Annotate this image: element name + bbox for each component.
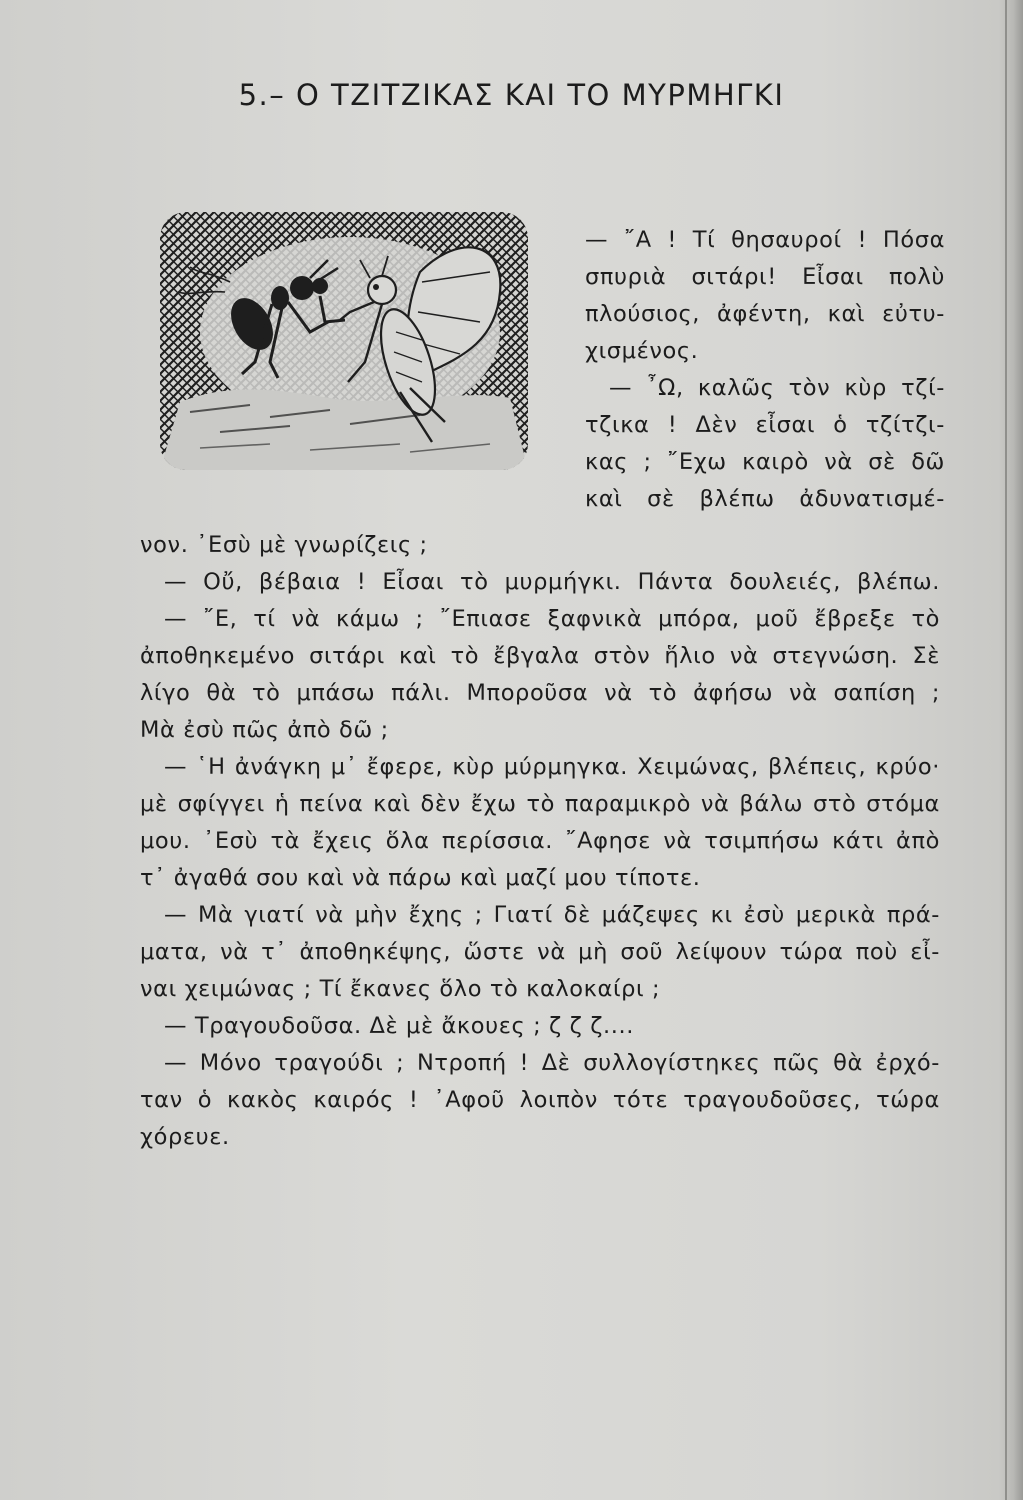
text-line: Μὰ ἐσὺ πῶς ἀπὸ δῶ ;: [140, 717, 389, 743]
text-line: νον. ᾿Εσὺ μὲ γνωρίζεις ;: [140, 532, 428, 558]
illustration: [160, 212, 528, 470]
text-line: ἀποθηκεμένο σιτάρι καὶ τὸ ἔβγαλα στὸν ἥλιο νὰ στεγνώση. Σὲ: [140, 643, 940, 669]
chapter-title: 5.– Ο ΤΖΙΤΖΙΚΑΣ ΚΑΙ ΤΟ ΜΥΡΜΗΓΚΙ: [238, 78, 785, 112]
text-line: τ᾿ ἀγαθά σου καὶ νὰ πάρω καὶ μαζί μου τίποτε.: [140, 865, 701, 891]
text-line: κας ; ῎Εχω καιρὸ νὰ σὲ δῶ: [585, 449, 945, 475]
right-column-text: [585, 222, 945, 518]
main-text: [140, 527, 940, 1156]
text-line: χόρευε.: [140, 1124, 230, 1150]
text-line: τζικα ! Δὲν εἶσαι ὁ τζίτζι-: [585, 412, 945, 438]
text-line: ταν ὁ κακὸς καιρός ! ᾿Αφοῦ λοιπὸν τότε τραγουδοῦσες, τώρα: [140, 1087, 940, 1113]
book-spine-shadow: [999, 0, 1023, 1500]
text-line: — Τραγουδοῦσα. Δὲ μὲ ἄκουες ; ζ ζ ζ....: [164, 1013, 635, 1039]
text-line: — ῏Ω, καλῶς τὸν κὺρ τζί-: [609, 375, 945, 401]
text-line: ματα, νὰ τ᾿ ἀποθηκέψης, ὥστε νὰ μὴ σοῦ λείψουν τώρα ποὺ εἶ-: [140, 939, 940, 965]
text-line: μὲ σφίγγει ἡ πείνα καὶ δὲν ἔχω τὸ παραμικρὸ νὰ βάλω στὸ στόμα: [140, 791, 940, 817]
ant-and-cicada-illustration: [160, 212, 528, 470]
text-line: καὶ σὲ βλέπω ἀδυνατισμέ-: [585, 486, 945, 512]
text-line: — Μὰ γιατί νὰ μὴν ἔχης ; Γιατί δὲ μάζεψες κι ἐσὺ μερικὰ πρά-: [164, 902, 940, 928]
text-line: — ῎Α ! Τί θησαυροί ! Πόσα: [585, 227, 945, 253]
text-line: πλούσιος, ἀφέντη, καὶ εὐτυ-: [585, 301, 945, 327]
text-line: — Μόνο τραγούδι ; Ντροπή ! Δὲ συλλογίστηκες πῶς θὰ ἐρχό-: [164, 1050, 940, 1076]
text-line: — ῾Η ἀνάγκη μ᾿ ἔφερε, κὺρ μύρμηγκα. Χειμώνας, βλέπεις, κρύο·: [164, 754, 940, 780]
text-line: χισμένος.: [585, 338, 699, 364]
text-line: — ῎Ε, τί νὰ κάμω ; ῎Επιασε ξαφνικὰ μπόρα, μοῦ ἔβρεξε τὸ: [164, 606, 940, 632]
binding-line: [1005, 0, 1007, 1500]
text-line: — Οὔ, βέβαια ! Εἶσαι τὸ μυρμήγκι. Πάντα δουλειές, βλέπω.: [164, 569, 940, 595]
text-line: σπυριὰ σιτάρι! Εἶσαι πολὺ: [585, 264, 945, 290]
text-line: ναι χειμώνας ; Τί ἔκανες ὅλο τὸ καλοκαίρι ;: [140, 976, 661, 1002]
text-line: λίγο θὰ τὸ μπάσω πάλι. Μποροῦσα νὰ τὸ ἀφήσω νὰ σαπίση ;: [140, 680, 940, 706]
text-line: μου. ᾿Εσὺ τὰ ἔχεις ὅλα περίσσια. ῎Αφησε νὰ τσιμπήσω κάτι ἀπὸ: [140, 828, 940, 854]
